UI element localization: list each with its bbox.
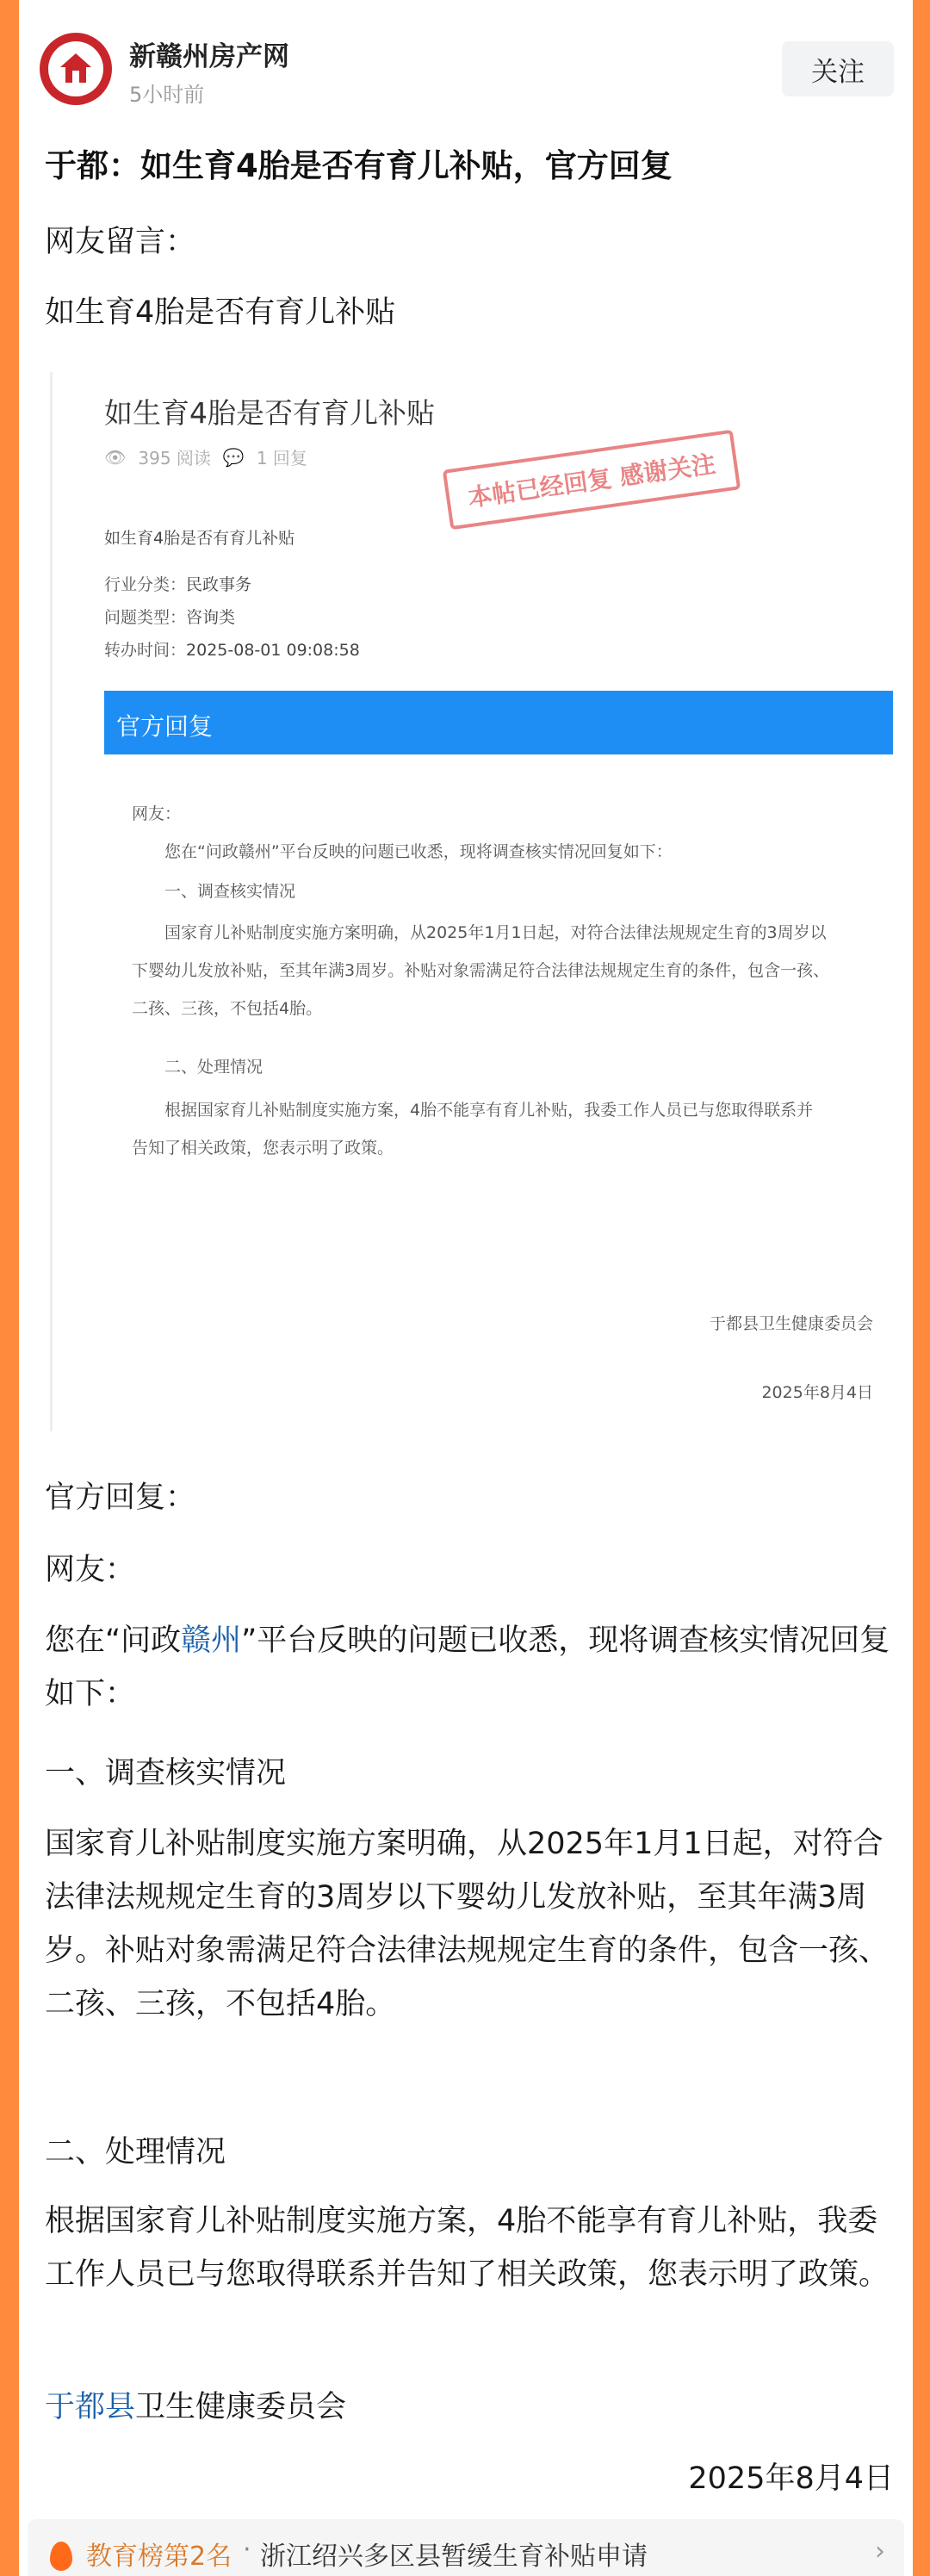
shot-title: 如生育4胎是否有育儿补贴 [104, 396, 435, 430]
link-ganzhou[interactable]: 赣州 [181, 1623, 242, 1658]
reply-count: 1 回复 [256, 448, 307, 469]
shot-meta [104, 444, 307, 469]
shot-sign: 于都县卫生健康委员会 [709, 1314, 873, 1333]
read-count: 395 阅读 [138, 448, 211, 469]
follow-button[interactable]: 关注 [782, 41, 894, 96]
separator-dot: · [243, 2535, 251, 2565]
paragraph-intro: 您在“问政赣州”平台反映的问题已收悉，现将调查核实情况回复如下： [45, 1623, 890, 1711]
home-icon [57, 50, 95, 88]
chevron-right-icon: › [875, 2536, 885, 2567]
link-yudu[interactable]: 于都县 [45, 2390, 136, 2424]
shot-date: 2025年8月4日 [761, 1383, 873, 1402]
shot-time: 转办时间：2025-08-01 09:08:58 [104, 641, 360, 660]
fire-icon [50, 2542, 72, 2571]
replied-stamp: 本帖已经回复 感谢关注 [443, 430, 741, 531]
publisher-name[interactable]: 新赣州房产网 [129, 41, 289, 72]
signature: 于都县卫生健康委员会 [45, 2390, 347, 2424]
eye-icon: 👁 [104, 446, 127, 468]
embedded-screenshot[interactable] [50, 372, 899, 1431]
shot-banner: 官方回复 [104, 691, 893, 754]
paragraph: 网友留言： [45, 225, 196, 259]
shot-type: 问题类型：咨询类 [104, 608, 236, 627]
paragraph: 如生育4胎是否有育儿补贴 [45, 295, 396, 330]
shot-sec1-line: 国家育儿补贴制度实施方案明确，从2025年1月1日起，对符合法律法规规定生育的3周岁以 [164, 923, 827, 942]
paragraph: 根据国家育儿补贴制度实施方案，4胎不能享有育儿补贴，我委工作人员已与您取得联系并告知了相关政策，您表示明了政策。 [45, 2204, 890, 2292]
publisher-avatar[interactable] [40, 33, 112, 105]
shot-sec1-line: 下婴幼儿发放补贴，至其年满3周岁。补贴对象需满足符合法律法规规定生育的条件，包含一孩、 [132, 961, 830, 980]
rank-tag: 教育榜第2名 [86, 2542, 232, 2572]
article-card [19, 0, 913, 2576]
shot-question: 如生育4胎是否有育儿补贴 [104, 529, 295, 548]
related-news-bar[interactable] [28, 2519, 904, 2576]
shot-industry: 行业分类：民政事务 [104, 575, 252, 594]
shot-intro: 您在“问政赣州”平台反映的问题已收悉，现将调查核实情况回复如下： [164, 842, 673, 861]
signature-date: 2025年8月4日 [688, 2461, 894, 2496]
shot-sec1-line: 二孩、三孩，不包括4胎。 [132, 999, 323, 1018]
comment-icon: 💬 [222, 446, 245, 468]
paragraph: 国家育儿补贴制度实施方案明确，从2025年1月1日起，对符合法律法规规定生育的3周岁以下婴幼儿发放补贴，至其年满3周岁。补贴对象需满足符合法律法规规定生育的条件，包含一孩、二孩、三孩，不包括4胎。 [45, 1827, 890, 2021]
post-time: 5小时前 [129, 83, 205, 107]
shot-sec2-line: 根据国家育儿补贴制度实施方案，4胎不能享有育儿补贴，我委工作人员已与您取得联系并 [164, 1101, 814, 1120]
shot-sec2-line: 告知了相关政策，您表示明了政策。 [132, 1139, 394, 1158]
shot-greeting: 网友： [132, 804, 182, 823]
section-heading: 一、调查核实情况 [45, 1756, 287, 1791]
article-title: 于都：如生育4胎是否有育儿补贴，官方回复 [45, 147, 673, 184]
shot-sec1: 一、调查核实情况 [164, 882, 296, 901]
shot-sec2: 二、处理情况 [164, 1058, 264, 1077]
related-title: 浙江绍兴多区县暂缓生育补贴申请 [260, 2542, 648, 2572]
paragraph: 官方回复： [45, 1480, 196, 1515]
section-heading: 二、处理情况 [45, 2135, 226, 2169]
paragraph: 网友： [45, 1553, 136, 1587]
